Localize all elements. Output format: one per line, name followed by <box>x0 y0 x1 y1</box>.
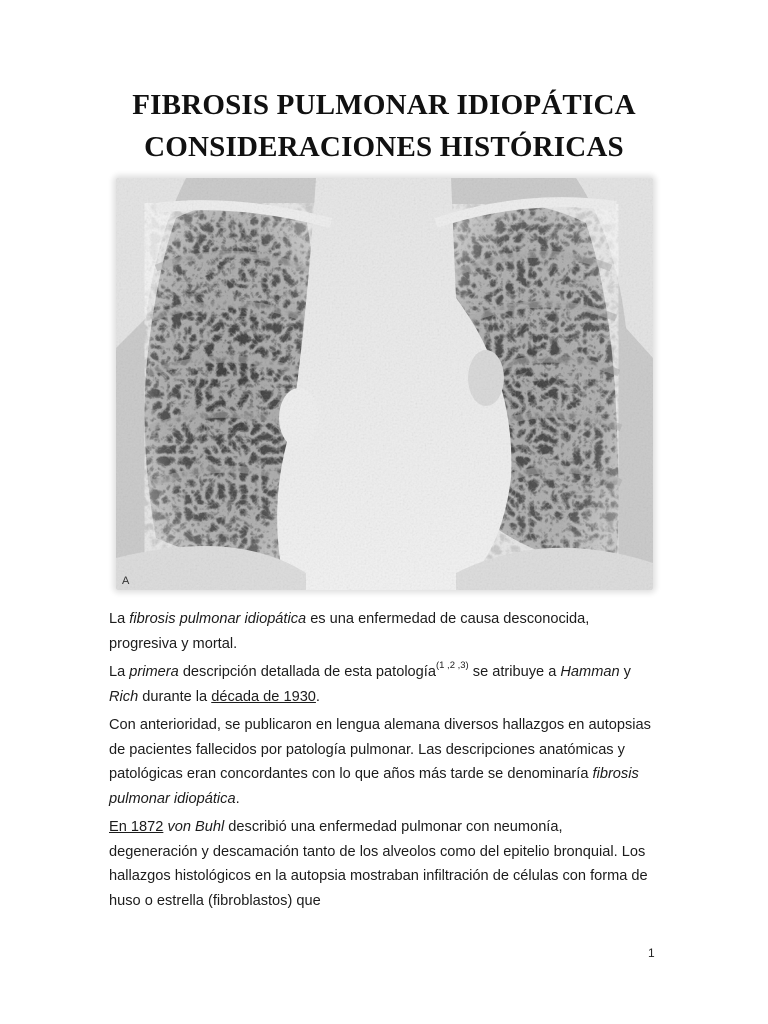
title-line-1: FIBROSIS PULMONAR IDIOPÁTICA <box>132 89 636 121</box>
p2-text-durante: durante la <box>138 688 212 705</box>
author-rich: Rich <box>109 688 139 705</box>
p1-text: La <box>109 611 130 627</box>
paragraph-3 <box>109 713 654 811</box>
p3-text: Con anterioridad, se publicaron en lengua alemana diversos hallazgos en autopsias de pacientes fallecidos por patología pulmonar. Las descripciones anatómicas y patológicas eran concordantes con lo que años más tarde se denominaría <box>109 717 651 782</box>
p3-italic-term: fibrosis pulmonar idiopática <box>109 766 639 807</box>
paragraph-2 <box>109 660 654 709</box>
underlined-decade: década de 1930 <box>211 688 316 705</box>
p4-text: describió una enfermedad pulmonar con neumonía, degeneración y descamación tanto de los alveolos como del epitelio bronquial. Los hallazgos histológicos en la autopsia mostraban infiltración de células con forma de huso o estrella (fibroblastos) que <box>109 819 648 909</box>
p1-text-end: es una enfermedad de causa desconocida, progresiva y mortal. <box>109 611 590 652</box>
chest-xray-illustration <box>116 178 653 590</box>
p2-text-y: y <box>619 664 631 680</box>
author-hamman: Hamman <box>560 664 620 680</box>
figure-panel-label: A <box>122 575 130 587</box>
p3-period: . <box>235 790 240 807</box>
p1-italic-term: fibrosis pulmonar idiopática <box>129 611 307 627</box>
p2-text-attrib: se atribuye a <box>468 664 561 680</box>
p2-italic-primera: primera <box>129 664 179 680</box>
paragraph-1 <box>109 607 654 656</box>
p2-text-mid: descripción detallada de esta patología <box>178 664 436 680</box>
body-text <box>109 607 654 917</box>
chest-xray-image <box>116 178 653 590</box>
author-von-buhl: von Buhl <box>167 819 225 835</box>
paragraph-4 <box>109 815 654 913</box>
p2-period: . <box>315 688 320 705</box>
citation-superscript: (1 ,2 ,3) <box>435 660 469 671</box>
p2-text: La <box>109 664 130 680</box>
page-number: 1 <box>648 946 655 960</box>
title-line-2: CONSIDERACIONES HISTÓRICAS <box>144 131 624 163</box>
document-title <box>0 84 768 168</box>
underlined-year-1872: En 1872 <box>109 819 164 835</box>
